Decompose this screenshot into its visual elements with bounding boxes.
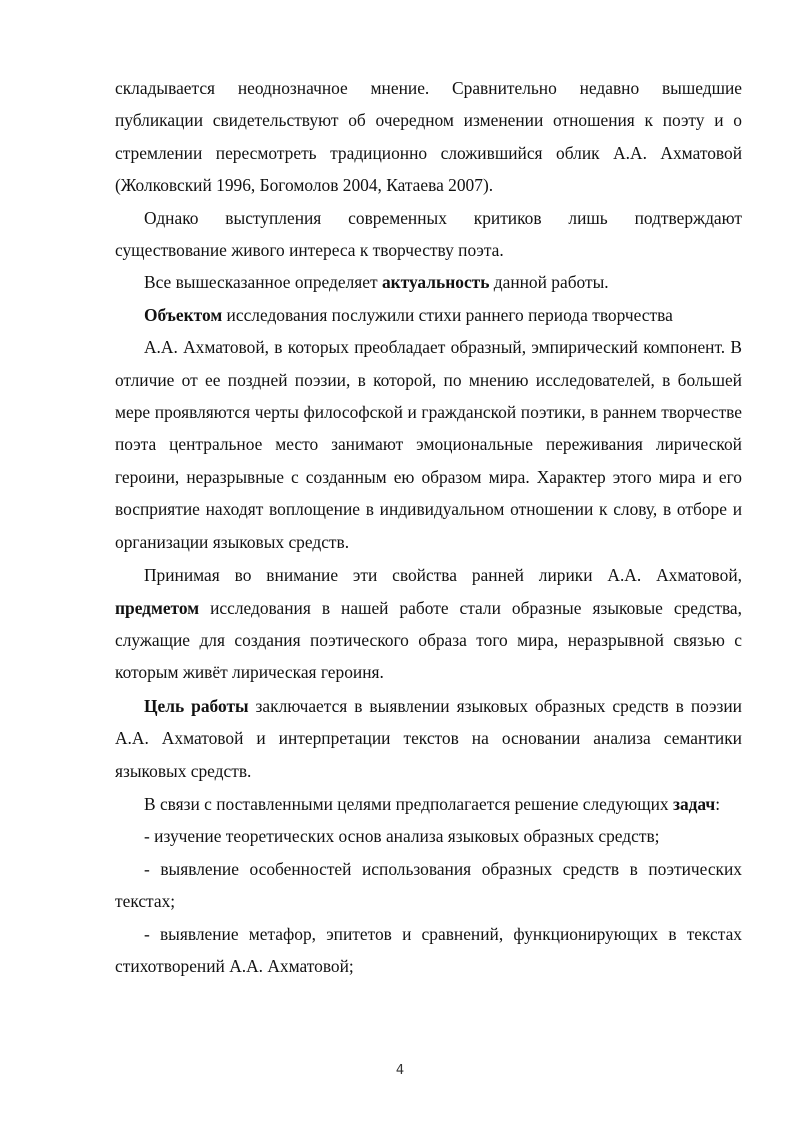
tasks-intro-text-after: : [715,793,721,814]
goal-bold-term: Цель работы [144,695,249,716]
tasks-intro-text-before: В связи с поставленными целями предполагается решение следующих [144,793,673,814]
subject-text-after: исследования в нашей работе стали образные языковые средства, служащие для создания поэтического образа того мира, неразрывной связью с которым живёт лирическая героиня. [115,597,742,683]
task-list-item: - выявление метафор, эпитетов и сравнений, функционирующих в текстах стихотворений А.А. Ахматовой; [115,923,742,976]
subject-bold-term: предметом [115,597,200,618]
document-page [115,72,742,982]
relevance-text-before: Все вышесказанное определяет [144,272,382,293]
task-list-item: - изучение теоретических основ анализа языковых образных средств; [144,826,660,847]
paragraph-object-description: А.А. Ахматовой, в которых преобладает образный, эмпирический компонент. В отличие от ее поздней поэзии, в которой, по мнению исследователей, в большей мере проявляются черты философской и гражданской поэтики, в раннем творчестве поэта центральное место занимают эмоциональные переживания лирической героини, неразрывные с созданным ею образом мира. Характер этого мира и его восприятие находят воплощение в индивидуальном отношении к слову, в отборе и организации языковых средств. [115,337,742,552]
paragraph-critics-interest: Однако выступления современных критиков лишь подтверждают существование живого интереса к творчеству поэта. [115,207,742,261]
paragraph-goal [115,690,742,787]
paragraph-object [115,299,742,331]
task-list-item: - выявление особенностей использования образных средств в поэтических текстах; [115,858,742,912]
object-text-after: исследования послужили стихи раннего периода творчества [222,304,673,325]
paragraph-continuation: складывается неоднозначное мнение. Сравнительно недавно вышедшие публикации свидетельствуют об очередном изменении отношения к поэту и о стремлении пересмотреть традиционно сложившийся облик А.А. Ахматовой (Жолковский 1996, Богомолов 2004, Катаева 2007). [115,78,742,196]
tasks-bold-term: задач [672,793,716,814]
goal-text-after: заключается в выявлении языковых образных средств в поэзии А.А. Ахматовой и интерпретации текстов на основании анализа семантики языковых средств. [115,695,742,781]
subject-text-before: Принимая во внимание эти свойства ранней лирики А.А. Ахматовой, [144,565,742,586]
paragraph-subject [115,559,742,689]
relevance-bold-term: актуальность [381,272,490,293]
relevance-text-after: данной работы. [489,272,609,293]
object-bold-term: Объектом [144,304,223,325]
page-number: 4 [395,1063,405,1078]
paragraph-relevance [115,266,742,298]
paragraph-tasks-intro [115,788,742,820]
